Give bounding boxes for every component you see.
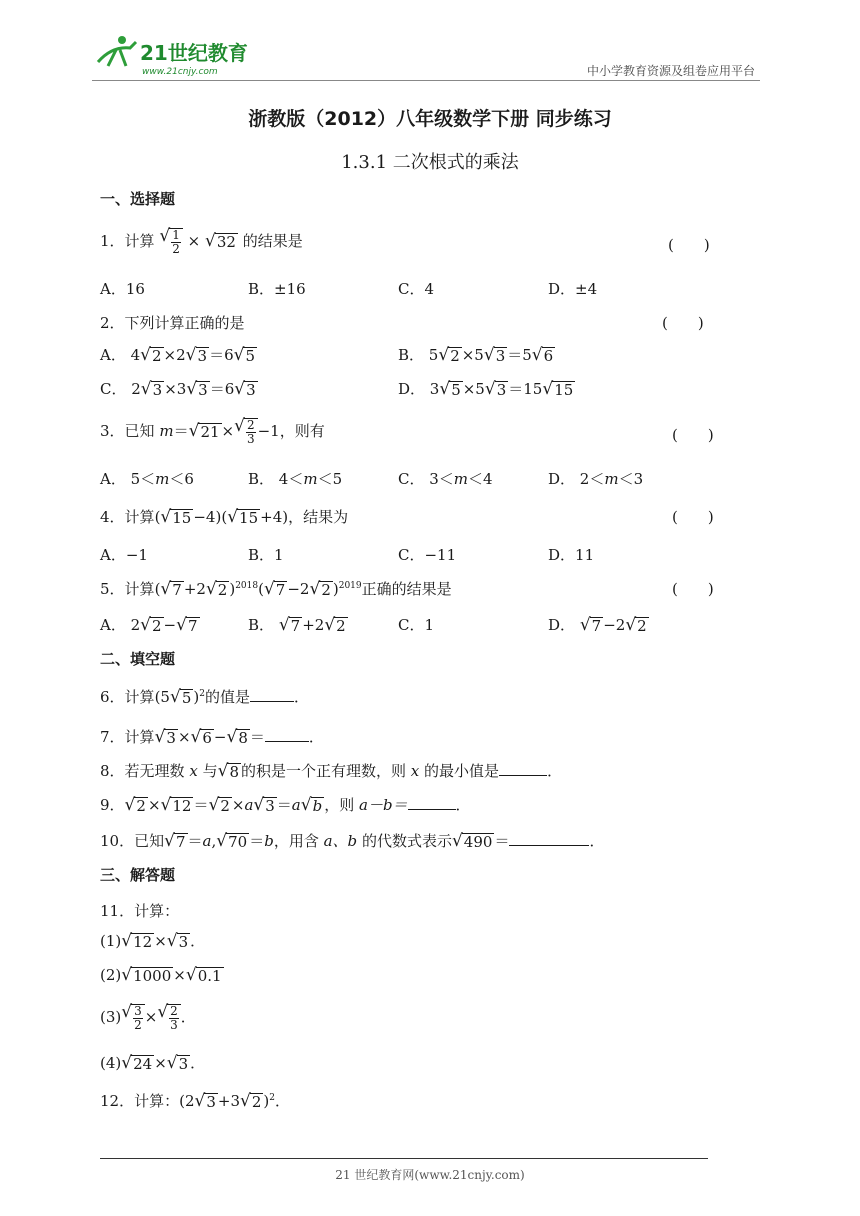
q3-option-b: B． 4＜m＜5 (248, 470, 343, 488)
answer-paren-4: ( ) (672, 508, 714, 526)
logo-text: 21世纪教育 (140, 41, 248, 65)
q5-option-d: D． √ 7 −2 √ 2 (548, 614, 647, 635)
question-1: 1．计算 √ $\frac{1}{2}$ × √ 32 的结果是 (100, 226, 303, 257)
question-8: 8．若无理数 x 与 √ 8 的积是一个正有理数，则 x 的最小值是 ． (100, 760, 563, 781)
header-divider (92, 80, 760, 81)
section-choice: 一、选择题 (100, 190, 176, 208)
q2-option-a: A． 4 √ 2 ×2 √ 3 ＝6 √ 5 (100, 344, 255, 365)
q2-option-d: D． 3 √ 5 ×5 √ 3 ＝15 √ 15 (398, 378, 574, 399)
q4-option-d: D．11 (548, 546, 595, 564)
answer-paren-1: ( ) (668, 236, 710, 254)
question-9: 9． √ 2 × √ 12 ＝ √ 2 ×a √ 3 ＝a √ b ，则 a－b＝ ． (100, 794, 471, 815)
footer-text: 21 世纪教育网(www.21cnjy.com) (335, 1168, 525, 1182)
question-4: 4．计算( √ 15 −4)( √ 15 +4)，结果为 (100, 506, 349, 527)
q1-option-d: D．±4 (548, 280, 598, 298)
question-2: 2．下列计算正确的是 (100, 314, 245, 332)
q11-item-1: (1) √ 12 × √ 3 ． (100, 930, 206, 951)
question-3: 3．已知 m＝ √ 21 × √ $\frac{2}{3}$ −1，则有 (100, 416, 325, 447)
q4-option-c: C．−11 (398, 546, 457, 564)
page-subtitle: 1.3.1 二次根式的乘法 (341, 152, 519, 173)
q3-option-c: C． 3＜m＜4 (398, 470, 493, 488)
answer-blank (408, 809, 456, 810)
q11-item-4: (4) √ 24 × √ 3 ． (100, 1052, 206, 1073)
q5-option-b: B． √ 7 +2 √ 2 (248, 614, 346, 635)
q2-option-b: B． 5 √ 2 ×5 √ 3 ＝5 √ 6 (398, 344, 554, 365)
q4-option-b: B．1 (248, 546, 284, 564)
sqrt-expr: √ $\frac{1}{2}$ (159, 228, 182, 256)
answer-blank (265, 741, 309, 742)
answer-paren-3: ( ) (672, 426, 714, 444)
question-7: 7．计算 √ 3 × √ 6 − √ 8 ＝ ． (100, 726, 324, 747)
question-6: 6．计算(5 √ 5 )$^2$的值是 ． (100, 686, 309, 707)
q3-option-d: D． 2＜m＜3 (548, 470, 644, 488)
question-5: 5．计算( √ 7 +2 √ 2 )$^{2018}$( √ 7 −2 √ 2 )$^{2019}$正确的结果是 (100, 578, 452, 599)
answer-blank (250, 701, 294, 702)
q2-option-c: C． 2 √ 3 ×3 √ 3 ＝6 √ 3 (100, 378, 256, 399)
answer-paren-5: ( ) (672, 580, 714, 598)
q5-option-a: A． 2 √ 2 − √ 7 (100, 614, 198, 635)
logo-url: www.21cnjy.com (142, 67, 218, 77)
q1-option-b: B．±16 (248, 280, 306, 298)
q11-item-2: (2) √ 1000 × √ 0.1 (100, 964, 222, 985)
q1-option-c: C．4 (398, 280, 435, 298)
footer-divider (100, 1158, 708, 1159)
q1-option-a: A．16 (100, 280, 145, 298)
page-title: 浙教版（2012）八年级数学下册 同步练习 (248, 108, 612, 130)
site-logo (92, 32, 262, 78)
header-platform-text: 中小学教育资源及组卷应用平台 (586, 64, 755, 78)
q3-option-a: A． 5＜m＜6 (100, 470, 194, 488)
answer-blank (499, 775, 547, 776)
answer-blank (509, 845, 589, 846)
section-fill: 二、填空题 (100, 650, 176, 668)
answer-paren-2: ( ) (662, 314, 704, 332)
section-answer: 三、解答题 (100, 866, 176, 884)
q4-option-a: A．−1 (100, 546, 148, 564)
question-12: 12．计算：(2 √ 3 +3 √ 2 )$^2$． (100, 1090, 291, 1111)
q5-option-c: C．1 (398, 616, 435, 634)
question-11: 11．计算： (100, 902, 180, 920)
q11-item-3: (3) √ $\frac{3}{2}$ × √ $\frac{2}{3}$ ． (100, 1002, 196, 1033)
question-10: 10．已知 √ 7 ＝a, √ 70 ＝b，用含 a、b 的代数式表示 √ 490 ＝ ． (100, 830, 605, 851)
